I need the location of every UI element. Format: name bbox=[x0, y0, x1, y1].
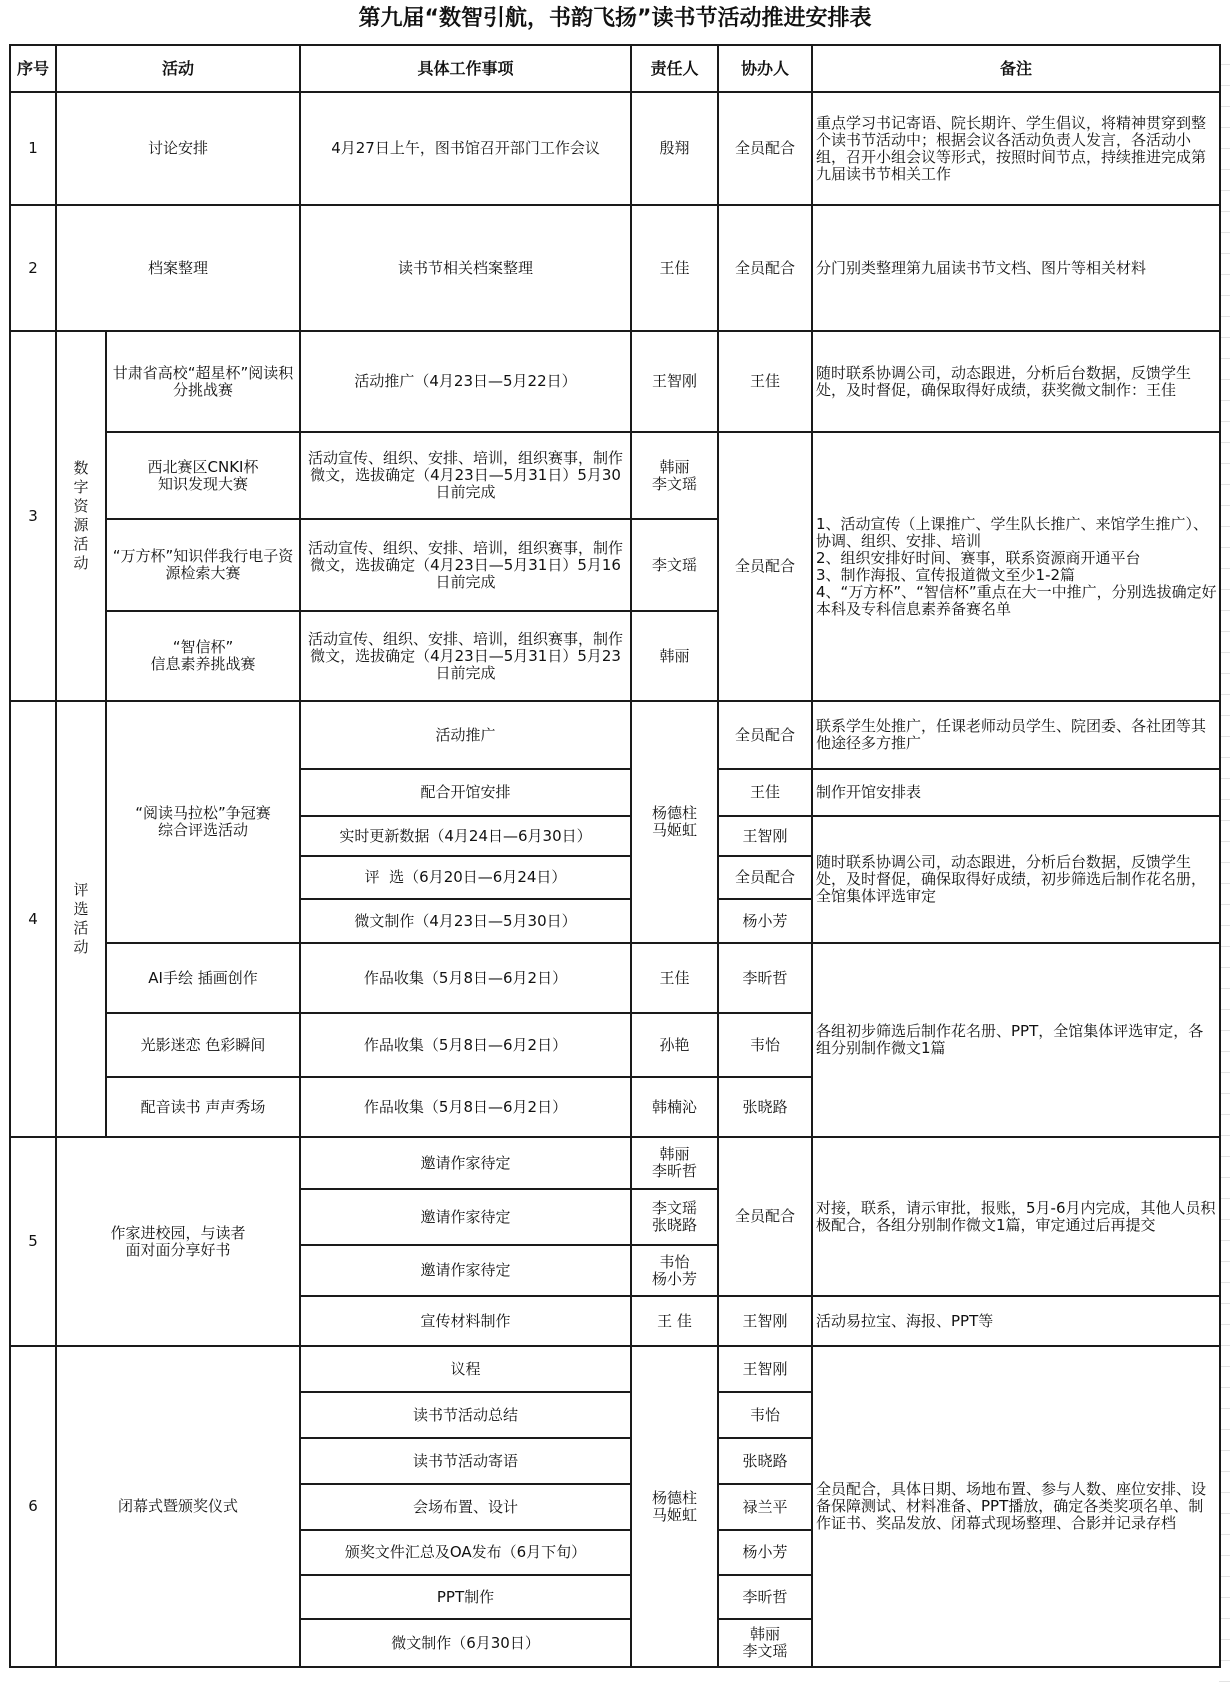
task-cell: 议程 bbox=[300, 1346, 631, 1392]
header-owner: 责任人 bbox=[631, 45, 718, 92]
assist-cell: 王智刚 bbox=[718, 1346, 812, 1392]
assist-cell: 全员配合 bbox=[718, 856, 812, 899]
task-cell: 评 选（6月20日—6月24日） bbox=[300, 856, 631, 899]
note-cell: 随时联系协调公司，动态跟进，分析后台数据，反馈学生处，及时督促，确保取得好成绩，初步筛选后制作花名册，全馆集体评选审定 bbox=[812, 816, 1220, 943]
owner-cell: 韦怡 杨小芳 bbox=[631, 1245, 718, 1296]
task-cell: 作品收集（5月8日—6月2日） bbox=[300, 1077, 631, 1137]
activity-cell: 作家进校园，与读者 面对面分享好书 bbox=[56, 1137, 300, 1346]
activity-cell: AI手绘 插画创作 bbox=[106, 943, 300, 1013]
row-number: 1 bbox=[10, 92, 56, 205]
assist-cell: 全员配合 bbox=[718, 92, 812, 205]
assist-cell: 王智刚 bbox=[718, 816, 812, 856]
task-cell: 读书节活动总结 bbox=[300, 1392, 631, 1438]
header-activity: 活动 bbox=[56, 45, 300, 92]
note-cell: 活动易拉宝、海报、PPT等 bbox=[812, 1296, 1220, 1346]
row-number: 4 bbox=[10, 701, 56, 1137]
activity-cell: 档案整理 bbox=[56, 205, 300, 331]
note-cell: 联系学生处推广，任课老师动员学生、院团委、各社团等其他途径多方推广 bbox=[812, 701, 1220, 769]
owner-cell: 李文瑶 张晓路 bbox=[631, 1189, 718, 1245]
group-label: 数字资源活动 bbox=[73, 459, 89, 572]
owner-cell: 王 佳 bbox=[631, 1296, 718, 1346]
activity-cell: “万方杯”知识伴我行电子资源检索大赛 bbox=[106, 519, 300, 611]
header-task: 具体工作事项 bbox=[300, 45, 631, 92]
task-cell: 活动宣传、组织、安排、培训，组织赛事，制作微文，选拔确定（4月23日—5月31日）5月16日前完成 bbox=[300, 519, 631, 611]
row-number: 6 bbox=[10, 1346, 56, 1667]
owner-cell: 韩丽 李文瑶 bbox=[631, 432, 718, 519]
table-row bbox=[10, 331, 1220, 432]
table-row bbox=[10, 701, 1220, 769]
note-cell: 分门别类整理第九届读书节文档、图片等相关材料 bbox=[812, 205, 1220, 331]
header-assist: 协办人 bbox=[718, 45, 812, 92]
document-title: 第九届“数智引航，书韵飞扬”读书节活动推进安排表 bbox=[358, 6, 872, 31]
owner-cell: 孙艳 bbox=[631, 1013, 718, 1077]
task-cell: 活动宣传、组织、安排、培训，组织赛事，制作微文，选拔确定（4月23日—5月31日）5月23日前完成 bbox=[300, 611, 631, 701]
header-no: 序号 bbox=[10, 45, 56, 92]
activity-cell: 闭幕式暨颁奖仪式 bbox=[56, 1346, 300, 1667]
assist-cell: 张晓路 bbox=[718, 1077, 812, 1137]
note-cell: 随时联系协调公司，动态跟进，分析后台数据，反馈学生处，及时督促，确保取得好成绩，获奖微文制作：王佳 bbox=[812, 331, 1220, 432]
owner-cell: 韩丽 bbox=[631, 611, 718, 701]
group-label: 评选活动 bbox=[73, 881, 89, 956]
activity-cell: 西北赛区CNKI杯 知识发现大赛 bbox=[106, 432, 300, 519]
group-cell bbox=[56, 701, 106, 1137]
activity-cell: “智信杯” 信息素养挑战赛 bbox=[106, 611, 300, 701]
activity-cell: 配音读书 声声秀场 bbox=[106, 1077, 300, 1137]
owner-cell: 王智刚 bbox=[631, 331, 718, 432]
owner-cell: 李文瑶 bbox=[631, 519, 718, 611]
task-cell: 活动宣传、组织、安排、培训，组织赛事，制作微文，选拔确定（4月23日—5月31日）5月30日前完成 bbox=[300, 432, 631, 519]
note-cell: 对接，联系，请示审批，报账，5月-6月内完成，其他人员积极配合，各组分别制作微文1篇，审定通过后再提交 bbox=[812, 1137, 1220, 1296]
row-number: 5 bbox=[10, 1137, 56, 1346]
owner-cell: 韩楠沁 bbox=[631, 1077, 718, 1137]
assist-cell: 李昕哲 bbox=[718, 943, 812, 1013]
owner-cell: 王佳 bbox=[631, 205, 718, 331]
task-cell: 宣传材料制作 bbox=[300, 1296, 631, 1346]
header-note: 备注 bbox=[812, 45, 1220, 92]
table-row bbox=[10, 1346, 1220, 1392]
assist-cell: 王佳 bbox=[718, 769, 812, 816]
task-cell: 邀请作家待定 bbox=[300, 1189, 631, 1245]
assist-cell: 禄兰平 bbox=[718, 1484, 812, 1530]
assist-cell: 全员配合 bbox=[718, 432, 812, 701]
task-cell: 实时更新数据（4月24日—6月30日） bbox=[300, 816, 631, 856]
group-cell bbox=[56, 331, 106, 701]
activity-cell: 讨论安排 bbox=[56, 92, 300, 205]
note-cell: 1、活动宣传（上课推广、学生队长推广、来馆学生推广）、协调、组织、安排、培训 2、组织安排好时间、赛事，联系资源商开通平台 3、制作海报、宣传报道微文至少1-2篇 4、“万方杯”、“智信杯”重点在大一中推广，分别选拔确定好本科及专科信息素养备赛名单 bbox=[812, 432, 1220, 701]
task-cell: 微文制作（6月30日） bbox=[300, 1619, 631, 1667]
task-cell: 会场布置、设计 bbox=[300, 1484, 631, 1530]
task-cell: 4月27日上午，图书馆召开部门工作会议 bbox=[300, 92, 631, 205]
assist-cell: 杨小芳 bbox=[718, 899, 812, 943]
owner-cell: 殷翔 bbox=[631, 92, 718, 205]
schedule-table bbox=[9, 44, 1221, 1668]
owner-cell: 韩丽 李昕哲 bbox=[631, 1137, 718, 1189]
assist-cell: 韦怡 bbox=[718, 1013, 812, 1077]
assist-cell: 全员配合 bbox=[718, 1137, 812, 1296]
assist-cell: 韦怡 bbox=[718, 1392, 812, 1438]
task-cell: 颁奖文件汇总及OA发布（6月下旬） bbox=[300, 1530, 631, 1575]
task-cell: 读书节活动寄语 bbox=[300, 1438, 631, 1484]
assist-cell: 全员配合 bbox=[718, 701, 812, 769]
table-row bbox=[10, 92, 1220, 205]
owner-cell: 杨德柱 马姬虹 bbox=[631, 701, 718, 943]
activity-cell: “阅读马拉松”争冠赛 综合评选活动 bbox=[106, 701, 300, 943]
assist-cell: 韩丽 李文瑶 bbox=[718, 1619, 812, 1667]
activity-cell: 甘肃省高校“超星杯”阅读积分挑战赛 bbox=[106, 331, 300, 432]
assist-cell: 杨小芳 bbox=[718, 1530, 812, 1575]
assist-cell: 李昕哲 bbox=[718, 1575, 812, 1619]
task-cell: 邀请作家待定 bbox=[300, 1137, 631, 1189]
assist-cell: 王佳 bbox=[718, 331, 812, 432]
assist-cell: 张晓路 bbox=[718, 1438, 812, 1484]
task-cell: 邀请作家待定 bbox=[300, 1245, 631, 1296]
header-row bbox=[10, 45, 1220, 92]
task-cell: 活动推广（4月23日—5月22日） bbox=[300, 331, 631, 432]
row-number: 2 bbox=[10, 205, 56, 331]
task-cell: 作品收集（5月8日—6月2日） bbox=[300, 943, 631, 1013]
table-row bbox=[10, 943, 1220, 1013]
table-row bbox=[10, 205, 1220, 331]
task-cell: 配合开馆安排 bbox=[300, 769, 631, 816]
note-cell: 全员配合，具体日期、场地布置、参与人数、座位安排、设备保障测试、材料准备、PPT播放，确定各类奖项名单、制作证书、奖品发放、闭幕式现场整理、合影并记录存档 bbox=[812, 1346, 1220, 1667]
assist-cell: 全员配合 bbox=[718, 205, 812, 331]
owner-cell: 杨德柱 马姬虹 bbox=[631, 1346, 718, 1667]
row-number: 3 bbox=[10, 331, 56, 701]
task-cell: 读书节相关档案整理 bbox=[300, 205, 631, 331]
assist-cell: 王智刚 bbox=[718, 1296, 812, 1346]
table-row bbox=[10, 432, 1220, 519]
table-row bbox=[10, 1137, 1220, 1189]
task-cell: 活动推广 bbox=[300, 701, 631, 769]
activity-cell: 光影迷恋 色彩瞬间 bbox=[106, 1013, 300, 1077]
owner-cell: 王佳 bbox=[631, 943, 718, 1013]
task-cell: 作品收集（5月8日—6月2日） bbox=[300, 1013, 631, 1077]
task-cell: 微文制作（4月23日—5月30日） bbox=[300, 899, 631, 943]
note-cell: 各组初步筛选后制作花名册、PPT，全馆集体评选审定，各组分别制作微文1篇 bbox=[812, 943, 1220, 1137]
note-cell: 制作开馆安排表 bbox=[812, 769, 1220, 816]
note-cell: 重点学习书记寄语、院长期许、学生倡议，将精神贯穿到整个读书节活动中；根据会议各活动负责人发言，各活动小组，召开小组会议等形式，按照时间节点，持续推进完成第九届读书节相关工作 bbox=[812, 92, 1220, 205]
task-cell: PPT制作 bbox=[300, 1575, 631, 1619]
